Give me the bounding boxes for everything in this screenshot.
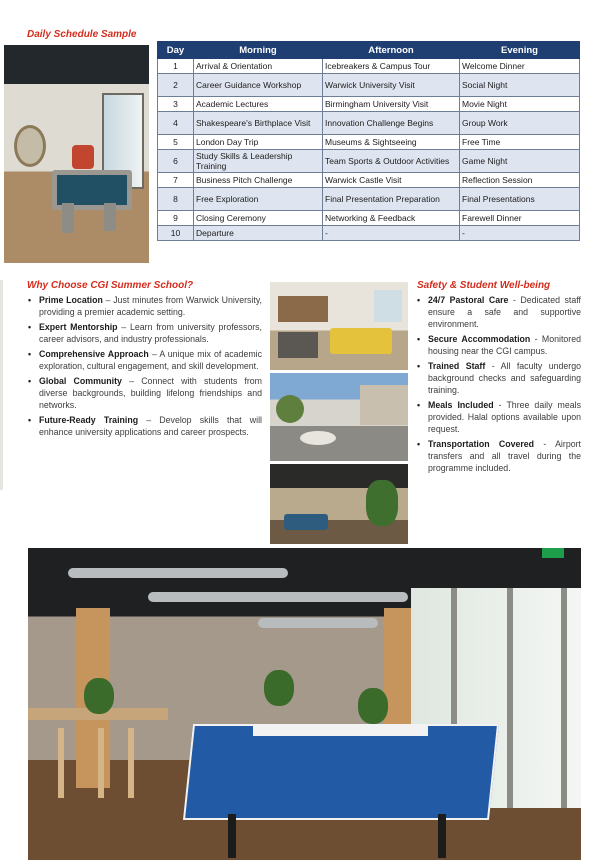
item-title: Future-Ready Training xyxy=(39,415,139,425)
col-header-evening: Evening xyxy=(460,42,580,59)
item-separator: – xyxy=(117,322,130,332)
terrace-photo xyxy=(270,373,408,461)
bullet-icon: • xyxy=(28,349,32,359)
morning-cell: Closing Ceremony xyxy=(194,211,323,226)
item-separator: - xyxy=(493,400,507,410)
bullet-icon: • xyxy=(417,400,421,410)
lounge-photo xyxy=(4,45,149,263)
afternoon-cell: Team Sports & Outdoor Activities xyxy=(323,150,460,173)
afternoon-cell: Warwick Castle Visit xyxy=(323,173,460,188)
item-title: Transportation Covered xyxy=(428,439,535,449)
day-cell: 7 xyxy=(158,173,194,188)
item-title: Global Community xyxy=(39,376,122,386)
bullet-icon: • xyxy=(417,439,421,449)
day-cell: 3 xyxy=(158,97,194,112)
afternoon-cell: Warwick University Visit xyxy=(323,74,460,97)
item-separator: – xyxy=(121,376,142,386)
evening-cell: Movie Night xyxy=(460,97,580,112)
bedroom-photo xyxy=(270,282,408,370)
list-item xyxy=(417,360,581,396)
table-row xyxy=(158,173,580,188)
morning-cell: London Day Trip xyxy=(194,135,323,150)
safety-heading: Safety & Student Well-being xyxy=(417,280,551,291)
list-item xyxy=(28,348,262,372)
item-text: A unique mix of academic exploration, cultural engagement, and skill development. xyxy=(39,349,263,371)
evening-cell: Group Work xyxy=(460,112,580,135)
item-separator: – xyxy=(102,295,114,305)
page-edge-tab xyxy=(0,280,3,490)
bullet-icon: • xyxy=(28,322,32,332)
item-text: Learn from university professors, career advisors, and industry professionals. xyxy=(39,322,263,344)
morning-cell: Study Skills & Leadership Training xyxy=(194,150,323,173)
item-title: 24/7 Pastoral Care xyxy=(428,295,509,305)
list-item xyxy=(417,438,581,474)
evening-cell: Game Night xyxy=(460,150,580,173)
table-row xyxy=(158,226,580,241)
schedule-heading: Daily Schedule Sample xyxy=(27,29,137,40)
afternoon-cell: Final Presentation Preparation xyxy=(323,188,460,211)
day-cell: 1 xyxy=(158,59,194,74)
item-separator: - xyxy=(534,439,556,449)
morning-cell: Arrival & Orientation xyxy=(194,59,323,74)
col-header-afternoon: Afternoon xyxy=(323,42,460,59)
item-text: Monitored housing near the CGI campus. xyxy=(428,334,581,356)
evening-cell: Social Night xyxy=(460,74,580,97)
item-title: Trained Staff xyxy=(428,361,486,371)
col-header-morning: Morning xyxy=(194,42,323,59)
table-row xyxy=(158,150,580,173)
item-separator: - xyxy=(508,295,521,305)
safety-list xyxy=(417,294,581,477)
day-cell: 9 xyxy=(158,211,194,226)
bullet-icon: • xyxy=(417,334,421,344)
list-item xyxy=(417,399,581,435)
schedule-table xyxy=(157,41,580,241)
day-cell: 6 xyxy=(158,150,194,173)
item-text: All faculty undergo background checks and safeguarding training. xyxy=(428,361,581,395)
item-title: Secure Accommodation xyxy=(428,334,531,344)
item-text: Connect with students from diverse backgrounds, building lifelong friendships and networks. xyxy=(39,376,263,410)
evening-cell: Free Time xyxy=(460,135,580,150)
day-cell: 10 xyxy=(158,226,194,241)
item-title: Prime Location xyxy=(39,295,103,305)
list-item xyxy=(417,333,581,357)
why-list xyxy=(28,294,262,441)
table-row xyxy=(158,188,580,211)
day-cell: 2 xyxy=(158,74,194,97)
table-row xyxy=(158,135,580,150)
table-row xyxy=(158,211,580,226)
item-title: Expert Mentorship xyxy=(39,322,118,332)
item-text: Dedicated staff ensure a safe and supportive environment. xyxy=(428,295,581,329)
item-separator: – xyxy=(138,415,160,425)
item-text: Develop skills that will enhance university applications and career prospects. xyxy=(39,415,263,437)
afternoon-cell: Birmingham University Visit xyxy=(323,97,460,112)
why-heading: Why Choose CGI Summer School? xyxy=(27,280,194,291)
bullet-icon: • xyxy=(28,415,32,425)
morning-cell: Shakespeare's Birthplace Visit xyxy=(194,112,323,135)
list-item xyxy=(28,375,262,411)
day-cell: 4 xyxy=(158,112,194,135)
item-separator: - xyxy=(530,334,542,344)
item-title: Comprehensive Approach xyxy=(39,349,149,359)
afternoon-cell: Networking & Feedback xyxy=(323,211,460,226)
list-item xyxy=(28,294,262,318)
table-row xyxy=(158,59,580,74)
common-room-photo xyxy=(28,548,581,860)
evening-cell: Reflection Session xyxy=(460,173,580,188)
table-row xyxy=(158,97,580,112)
list-item xyxy=(417,294,581,330)
afternoon-cell: Innovation Challenge Begins xyxy=(323,112,460,135)
item-title: Meals Included xyxy=(428,400,494,410)
list-item xyxy=(28,321,262,345)
item-text: Just minutes from Warwick University, providing a premier academic setting. xyxy=(39,295,263,317)
table-row xyxy=(158,74,580,97)
day-cell: 5 xyxy=(158,135,194,150)
item-separator: - xyxy=(485,361,501,371)
morning-cell: Academic Lectures xyxy=(194,97,323,112)
morning-cell: Departure xyxy=(194,226,323,241)
morning-cell: Business Pitch Challenge xyxy=(194,173,323,188)
afternoon-cell: Icebreakers & Campus Tour xyxy=(323,59,460,74)
item-separator: – xyxy=(148,349,160,359)
morning-cell: Free Exploration xyxy=(194,188,323,211)
bullet-icon: • xyxy=(417,361,421,371)
morning-cell: Career Guidance Workshop xyxy=(194,74,323,97)
evening-cell: Farewell Dinner xyxy=(460,211,580,226)
day-cell: 8 xyxy=(158,188,194,211)
evening-cell: Welcome Dinner xyxy=(460,59,580,74)
cafe-photo xyxy=(270,464,408,544)
evening-cell: Final Presentations xyxy=(460,188,580,211)
item-text: Airport transfers and all travel during the programme included. xyxy=(428,439,581,473)
bullet-icon: • xyxy=(28,295,32,305)
bullet-icon: • xyxy=(28,376,32,386)
col-header-day: Day xyxy=(158,42,194,59)
table-row xyxy=(158,112,580,135)
evening-cell: - xyxy=(460,226,580,241)
list-item xyxy=(28,414,262,438)
item-text: Three daily meals provided. Halal options available upon request. xyxy=(428,400,581,434)
afternoon-cell: Museums & Sightseeing xyxy=(323,135,460,150)
bullet-icon: • xyxy=(417,295,421,305)
afternoon-cell: - xyxy=(323,226,460,241)
